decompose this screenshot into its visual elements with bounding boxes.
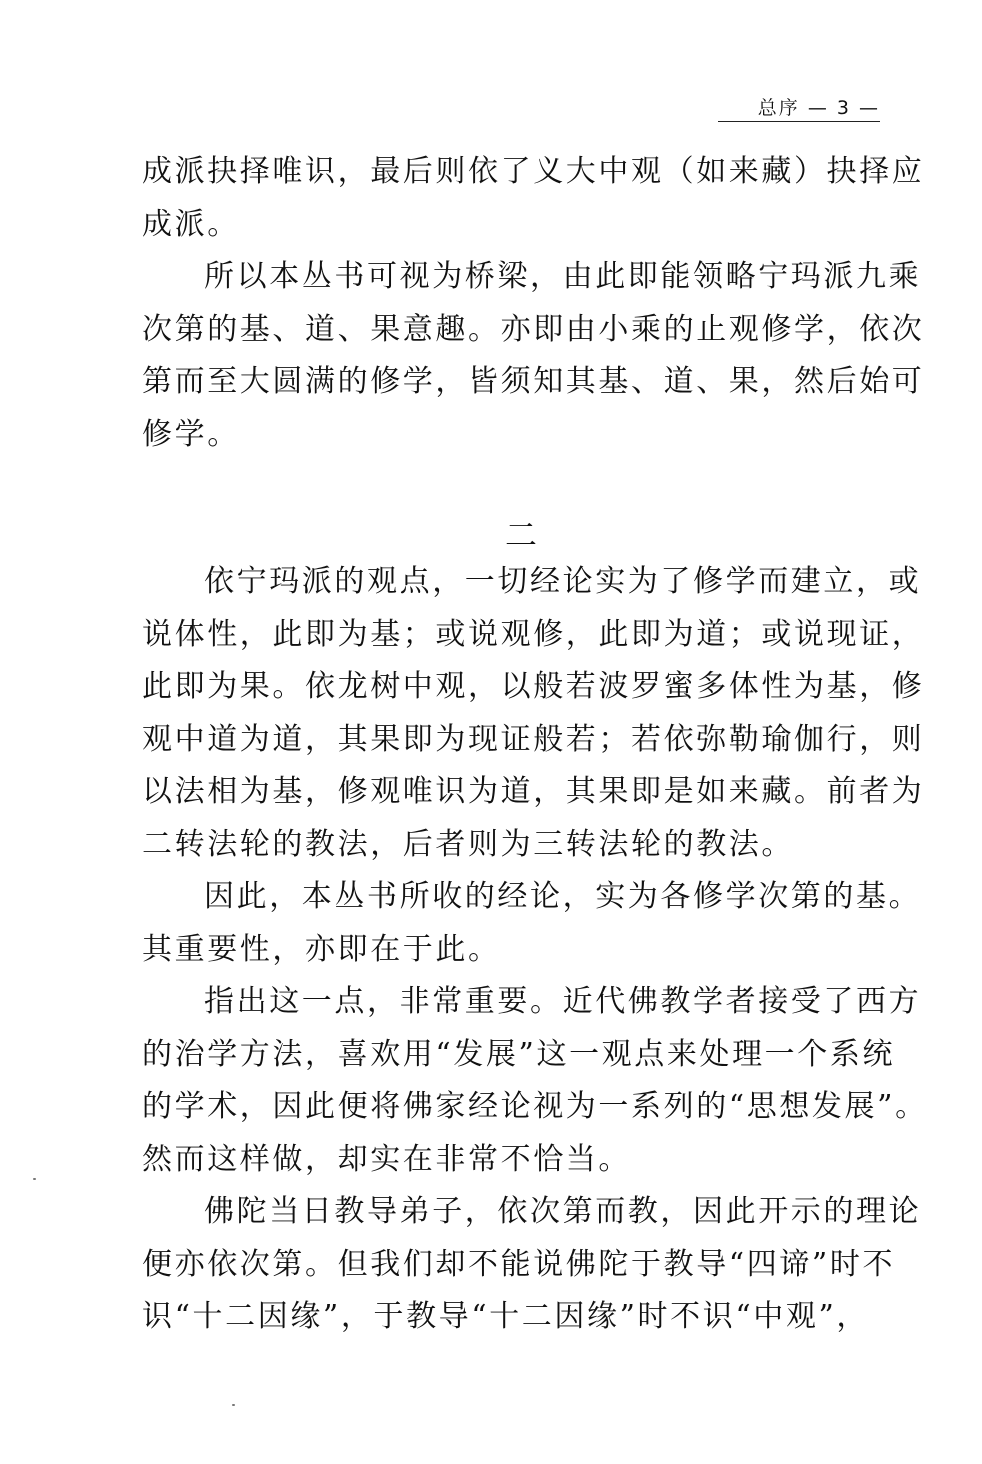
text-line: 次第的基、道、果意趣。亦即由小乘的止观修学，依次	[142, 312, 925, 347]
text-line: 此即为果。依龙树中观，以般若波罗蜜多体性为基，修	[142, 669, 925, 704]
header-rule	[718, 121, 880, 122]
scan-speck	[33, 1178, 36, 1180]
running-header: 总序 — 3 —	[757, 97, 880, 119]
text-line: 观中道为道，其果即为现证般若；若依弥勒瑜伽行，则	[142, 722, 925, 757]
text-line: 第而至大圆满的修学，皆须知其基、道、果，然后始可	[142, 364, 925, 399]
paragraph-first-line: 佛陀当日教导弟子，依次第而教，因此开示的理论	[204, 1194, 922, 1229]
text-line: 的治学方法，喜欢用“发展”这一观点来处理一个系统	[142, 1037, 896, 1072]
text-line: 二转法轮的教法，后者则为三转法轮的教法。	[142, 827, 794, 862]
text-line: 以法相为基，修观唯识为道，其果即是如来藏。前者为	[142, 774, 925, 809]
paragraph-first-line: 所以本丛书可视为桥梁，由此即能领略宁玛派九乘	[204, 259, 922, 294]
paragraph-first-line: 因此，本丛书所收的经论，实为各修学次第的基。	[204, 879, 922, 914]
paragraph-first-line: 依宁玛派的观点，一切经论实为了修学而建立，或	[204, 564, 922, 599]
text-line: 成派。	[142, 207, 240, 242]
section-number: 二	[504, 516, 537, 554]
scan-speck	[232, 1404, 235, 1406]
text-line: 其重要性，亦即在于此。	[142, 932, 501, 967]
text-line: 说体性，此即为基；或说观修，此即为道；或说现证，	[142, 617, 925, 652]
text-line: 便亦依次第。但我们却不能说佛陀于教导“四谛”时不	[142, 1247, 896, 1282]
text-line: 然而这样做，却实在非常不恰当。	[142, 1142, 631, 1177]
text-line: 成派抉择唯识，最后则依了义大中观（如来藏）抉择应	[142, 154, 925, 189]
paragraph-first-line: 指出这一点，非常重要。近代佛教学者接受了西方	[204, 984, 922, 1019]
text-line: 修学。	[142, 417, 240, 452]
text-line: 识“十二因缘”，于教导“十二因缘”时不识“中观”，	[142, 1299, 870, 1334]
text-line: 的学术，因此便将佛家经论视为一系列的“思想发展”。	[142, 1089, 928, 1124]
